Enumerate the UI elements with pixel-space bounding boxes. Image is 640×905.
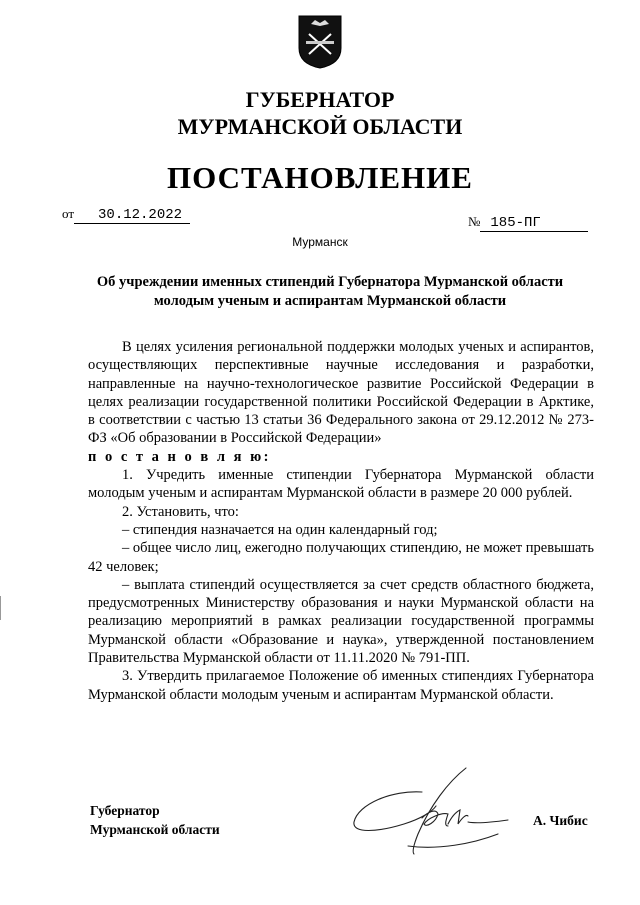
handwritten-signature [348,762,518,858]
dash-item-3: – выплата стипендий осуществляется за счет средств областного бюджета, предусмотренных Министерству образования и науки Мурманской области на реализацию мероприятий в рамках реализации государственной программы Мурманской области «Образование и наука», утвержденной постановлением Правительства Мурманской области от 11.11.2020 № 791-ПП. [88,576,594,667]
coat-of-arms-icon [297,14,343,70]
region-heading: МУРМАНСКОЙ ОБЛАСТИ [177,114,463,139]
item-2-paragraph: 2. Установить, что: [122,503,239,520]
decree-word: п о с т а н о в л я ю: [88,448,271,465]
document-body [88,338,594,704]
item-1-paragraph: 1. Учредить именные стипендии Губернатора Мурманской области молодым ученым и аспирантам Мурманской области в размере 20 000 рублей. [88,467,594,502]
signer-position [90,801,220,839]
title-line-1: Об учреждении именных стипендий Губернатора Мурманской области [96,274,564,290]
number-value: 185-ПГ [480,215,588,232]
document-type-heading: ПОСТАНОВЛЕНИЕ [167,160,473,195]
item-3-paragraph: 3. Утвердить прилагаемое Положение об именных стипендиях Губернатора Мурманской области молодым ученым и аспирантам Мурманской области. [88,668,594,703]
date-value: 30.12.2022 [74,207,190,224]
date-field [62,206,190,224]
number-field [468,214,588,232]
preamble-paragraph: В целях усиления региональной поддержки молодых ученых и аспирантов, осуществляющих перспективные научные исследования и разработки, направленные на научно-технологическое развитие Российской Федерации в целях реализации государственной политики Российской Федерации в Арктике, в соответствии с частью 13 статьи 36 Федерального закона от 29.12.2012 № 273-ФЗ «Об образовании в Российской Федерации» [88,339,594,447]
dash-item-1: – стипендия назначается на один календарный год; [122,521,438,538]
signer-name: А. Чибис [533,813,588,828]
signer-position-line-1: Губернатор [90,803,160,818]
dash-item-2: – общее число лиц, ежегодно получающих стипендию, не может превышать 42 человек; [88,540,594,575]
date-prefix: от [62,206,75,221]
title-line-2: молодым ученым и аспирантам Мурманской области [153,293,507,309]
scan-edge-mark [0,596,1,620]
document-title [82,273,578,311]
number-prefix: № [468,214,481,229]
governor-heading: ГУБЕРНАТОР [245,87,395,112]
signer-position-line-2: Мурманской области [90,822,220,837]
city-label: Мурманск [292,235,348,249]
